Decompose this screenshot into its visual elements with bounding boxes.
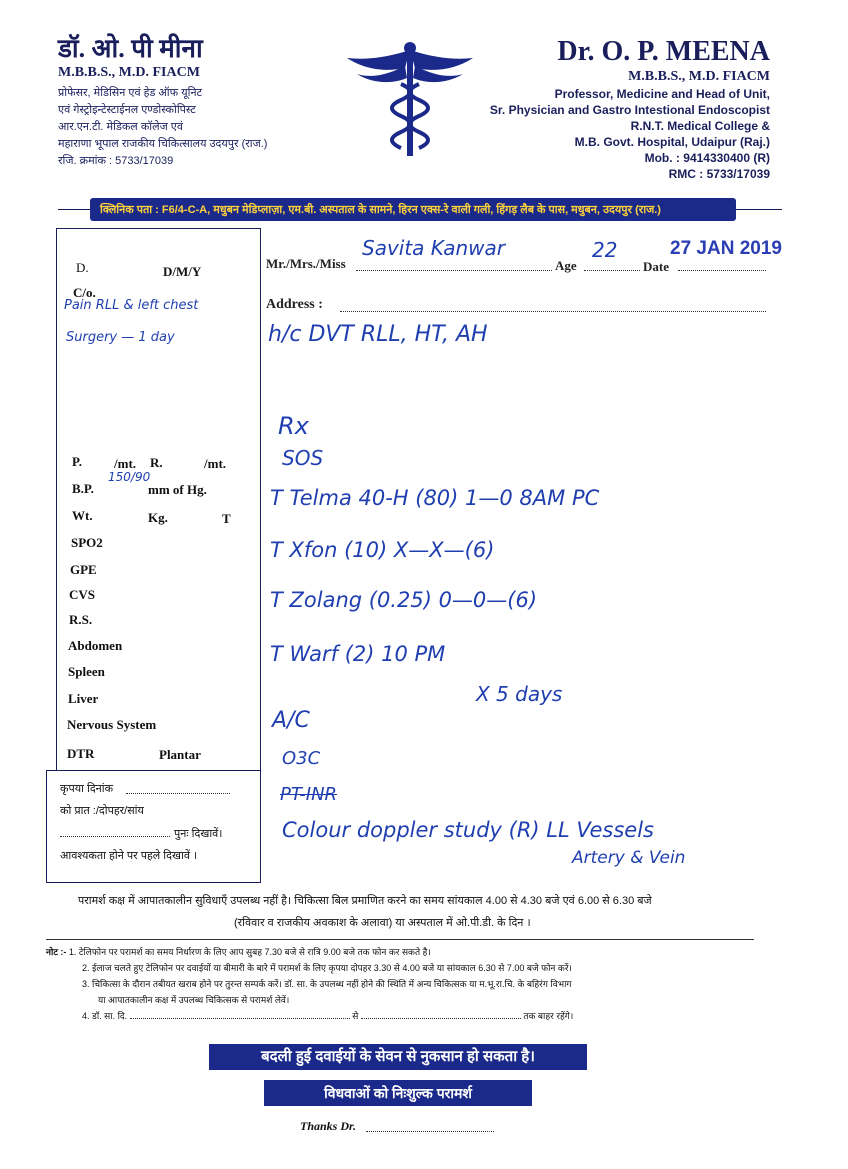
complaint-note: h/c DVT RLL, HT, AH xyxy=(268,322,488,347)
header-left xyxy=(58,34,318,170)
age-value: 22 xyxy=(592,238,618,262)
note-item: 4. डॉ. सा. दि. xyxy=(82,1011,128,1021)
divider xyxy=(46,939,754,940)
address-label: Address : xyxy=(266,297,323,312)
exam-item: R.S. xyxy=(69,612,93,627)
exam-item: Nervous System xyxy=(67,717,157,732)
followup-date: कृपया दिनांक xyxy=(60,783,114,795)
thanks-line xyxy=(366,1131,494,1132)
investigation: Colour doppler study (R) LL Vessels xyxy=(282,818,654,842)
co-note-2: Surgery — 1 day xyxy=(66,330,175,345)
investigation-2: Artery & Vein xyxy=(572,848,686,868)
bp-unit: mm of Hg. xyxy=(148,482,207,497)
english-line: R.N.T. Medical College & xyxy=(630,119,770,133)
name-line xyxy=(356,270,552,271)
co-label: C/o. xyxy=(73,285,96,300)
exam-item: GPE xyxy=(70,562,97,577)
notice-line-2: (रविवार व राजकीय अवकाश के अलावा) या अस्पताल में ओ.पी.डी. के दिन । xyxy=(234,917,531,929)
followup-date-line xyxy=(126,793,230,794)
hindi-line: प्रोफेसर, मेडिसिन एवं हेड ऑफ यूनिट xyxy=(58,87,203,99)
exam-item: SPO2 xyxy=(71,535,103,550)
notes xyxy=(46,944,806,1024)
thanks-label: Thanks Dr. xyxy=(300,1119,357,1133)
hindi-line: रजि. क्रमांक : 5733/17039 xyxy=(58,155,174,167)
weight-label: Wt. xyxy=(72,508,93,523)
age-label: Age xyxy=(555,258,577,273)
pulse-label: P. xyxy=(72,454,82,469)
hindi-line: महाराणा भूपाल राजकीय चिकित्सालय उदयपुर (राज.) xyxy=(58,138,268,150)
name-label: Mr./Mrs./Miss xyxy=(266,256,346,271)
hindi-degree: M.B.B.S., M.D. FIACM xyxy=(58,65,200,80)
exam-item: CVS xyxy=(69,587,96,602)
warning-banner: बदली हुई दवाईयों के सेवन से नुकसान हो सकता है। xyxy=(209,1044,587,1070)
exam-item: Spleen xyxy=(68,664,105,679)
note-item: तक बाहर रहेंगे। xyxy=(523,1011,574,1021)
note-item: 1. टेलिफोन पर परामर्श का समय निर्धारण के लिए आप सुबह 7.30 बजे से रात्रि 9.00 बजे तक फोन कर सकते है। xyxy=(68,947,431,957)
address-line xyxy=(340,311,766,312)
note-item: 3. चिकित्सा के दौरान तबीयत खराब होने पर तुरन्त सम्पर्क करें। डॉ. सा. के उपलब्ध नहीं होने की स्थिति में अन्य चिकित्सक या म.भू.रा.चि. के बहिरंग विभाग xyxy=(82,979,572,989)
english-line: Professor, Medicine and Head of Unit, xyxy=(554,87,770,101)
free-consult-banner: विधवाओं को निःशुल्क परामर्श xyxy=(264,1080,532,1106)
exam-item: Abdomen xyxy=(68,638,123,653)
rx-symbol: Rx xyxy=(278,412,309,440)
english-line: M.B. Govt. Hospital, Udaipur (Raj.) xyxy=(574,135,770,149)
resp-unit: /mt. xyxy=(204,456,227,471)
hindi-doctor-name: डॉ. ओ. पी मीना xyxy=(58,34,203,63)
d-label: D. xyxy=(76,260,89,275)
followup-revisit: पुनः दिखावें। xyxy=(174,828,223,840)
followup-earlier: आवश्यकता होने पर पहले दिखावें । xyxy=(60,850,198,862)
notes-label: नोट :- xyxy=(46,947,67,957)
note-item: से xyxy=(352,1011,359,1021)
english-line: RMC : 5733/17039 xyxy=(668,167,770,181)
exam-item: Liver xyxy=(68,691,99,706)
age-line xyxy=(584,270,640,271)
rx-line: T Telma 40-H (80) 1—0 8AM PC xyxy=(270,486,600,510)
rx-route: SOS xyxy=(282,446,324,470)
patient-name: Savita Kanwar xyxy=(362,236,505,260)
header-right xyxy=(390,36,770,182)
hindi-line: एवं गेस्ट्रोइन्टेस्टाईनल एण्डोस्कोपिस्ट xyxy=(58,104,196,116)
date-stamp: 27 JAN 2019 xyxy=(670,238,782,259)
rx-extra: O3C xyxy=(282,748,321,769)
date-line xyxy=(678,270,766,271)
note-line xyxy=(130,1018,350,1019)
clinic-address-bar: क्लिनिक पता : F6/4-C-A, मधुबन मेडिप्लाज़ा, एम.बी. अस्पताल के सामने, हिरन एक्स-रे वाली गली, हिंगड़ लैब के पास, मधुबन, उदयपुर (राज.) xyxy=(90,198,736,221)
kg-label: Kg. xyxy=(148,510,168,525)
english-line: Sr. Physician and Gastro Intestional Endoscopist xyxy=(489,103,770,117)
note-line xyxy=(361,1018,521,1019)
rx-struck: PT-INR xyxy=(280,784,338,805)
co-note-1: Pain RLL & left chest xyxy=(64,298,199,313)
temp-label: T xyxy=(222,511,231,526)
hindi-line: आर.एन.टी. मेडिकल कॉलेज एवं xyxy=(58,121,183,133)
rx-line: T Zolang (0.25) 0—0—(6) xyxy=(270,588,538,612)
english-degree: M.B.B.S., M.D. FIACM xyxy=(628,69,770,84)
rx-ac: A/C xyxy=(272,708,310,733)
pulse-unit: /mt. xyxy=(114,456,137,471)
rx-line: T Warf (2) 10 PM xyxy=(270,642,446,666)
bp-label: B.P. xyxy=(72,481,94,496)
bp-value: 150/90 xyxy=(108,470,151,484)
dmy-label: D/M/Y xyxy=(163,264,202,279)
notice-line: परामर्श कक्ष में आपातकालीन सुविधाएँ उपलब्ध नहीं है। चिकित्सा बिल प्रमाणित करने का समय सांयकाल 4.00 से 4.30 बजे एवं 6.00 से 6.30 बजे xyxy=(78,895,652,907)
dtr-label: DTR xyxy=(67,746,95,761)
english-doctor-name: Dr. O. P. MEENA xyxy=(557,36,770,67)
resp-label: R. xyxy=(150,455,163,470)
followup-time: को प्रात :/दोपहर/सांय xyxy=(60,805,144,817)
plantar-label: Plantar xyxy=(159,747,201,762)
rx-line: T Xfon (10) X—X—(6) xyxy=(270,538,495,562)
note-item: या आपातकालीन कक्ष में उपलब्ध चिकित्सक से परामर्श लेवें। xyxy=(98,995,290,1005)
note-item: 2. ईलाज चलते हुए टेलिफोन पर दवाईयों या बीमारी के बारे में परामर्श के लिए कृपया दोपहर 3.30 से 4.00 बजे या सांयकाल 6.30 से 7.00 बजे फोन करें। xyxy=(82,963,572,973)
followup-line xyxy=(60,836,170,837)
english-line: Mob. : 9414330400 (R) xyxy=(644,151,770,165)
rx-duration: X 5 days xyxy=(476,682,563,706)
date-label: Date xyxy=(643,259,669,274)
